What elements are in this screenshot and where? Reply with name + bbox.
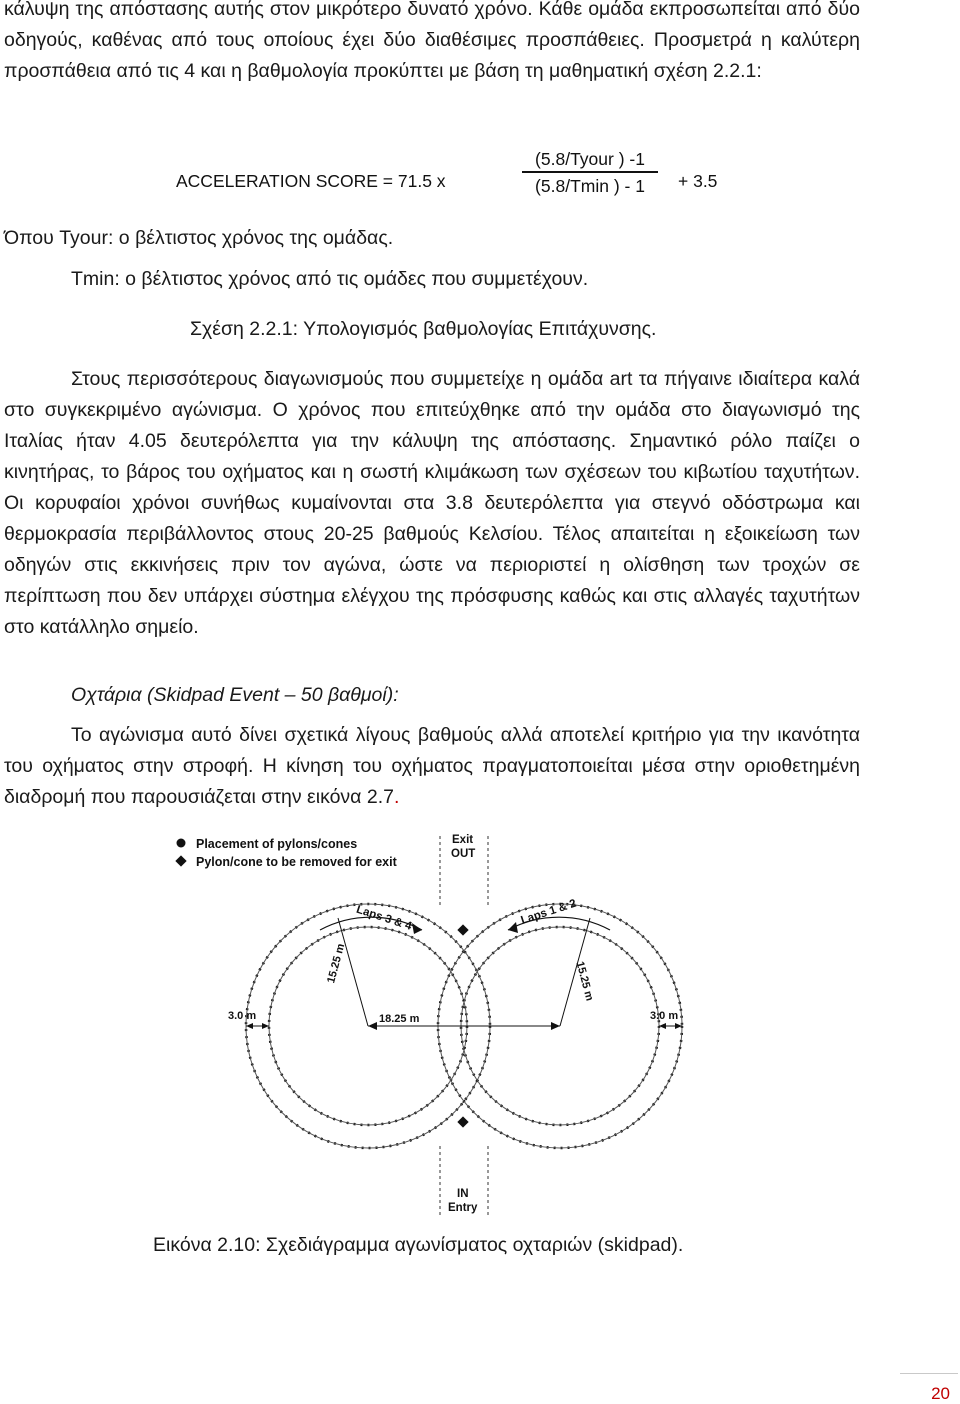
right-radius-label: 15.25 m — [573, 960, 596, 1003]
figure-caption: Εικόνα 2.10: Σχεδιάγραμμα αγωνίσματος οχταριών (skidpad). — [153, 1234, 684, 1256]
relation-caption: Σχέση 2.2.1: Υπολογισμός βαθμολογίας Επιτάχυνσης. — [190, 318, 657, 340]
laps-3-4-arrowhead — [412, 923, 422, 934]
left-radius-line — [338, 918, 368, 1026]
legend-placement-label: Placement of pylons/cones — [196, 837, 358, 851]
formula-rhs: + 3.5 — [678, 171, 718, 191]
center-distance-arrow-right — [551, 1022, 560, 1030]
skidpad-heading: Οχτάρια (Skidpad Event – 50 βαθμοί): — [71, 684, 399, 706]
page-number: 20 — [931, 1384, 950, 1403]
removed-cone-bottom — [457, 1116, 468, 1127]
skidpad-description-paragraph — [4, 720, 860, 813]
skidpad-diagram — [170, 826, 730, 1222]
laps-1-2-arrowhead — [508, 922, 518, 933]
exit-label: Exit — [452, 834, 474, 846]
where-line-tmin: Tmin: ο βέλτιστος χρόνος από τις ομάδες που συμμετέχουν. — [71, 268, 589, 290]
center-distance-arrow-left — [368, 1022, 377, 1030]
removed-cone-top — [457, 924, 468, 935]
formula-lhs: ACCELERATION SCORE = 71.5 x — [176, 171, 446, 191]
formula-fraction — [522, 148, 658, 197]
left-radius-label: 15.25 m — [325, 942, 348, 985]
legend-cone-icon — [177, 839, 186, 848]
right-width-arrow-a — [659, 1023, 666, 1029]
laps-1-2-label: Laps 1 & 2 — [519, 897, 578, 927]
intro-paragraph: κάλυψη της απόστασης αυτής στον μικρότερο δυνατό χρόνο. Κάθε ομάδα εκπροσωπείται από δύο οδηγούς, καθένας από τους οποίους έχει δύο διαθέσιμες προσπάθειες. Προσμετρά η καλύτερη προσπάθεια από τις 4 και η βαθμολογία προκύπτει με βάση τη μαθηματική σχέση 2.2.1: — [4, 0, 860, 82]
where-line-tyour: Όπου Tyour: ο βέλτιστος χρόνος της ομάδας. — [4, 227, 394, 249]
center-distance-label: 18.25 m — [379, 1013, 420, 1025]
in-label: IN — [457, 1188, 469, 1200]
formula-fraction-bar — [522, 171, 658, 173]
formula-numerator: (5.8/Tyour ) -1 — [535, 149, 645, 169]
skidpad-description-text: Το αγώνισμα αυτό δίνει σχετικά λίγους βαθμούς αλλά αποτελεί κριτήριο για την ικανότητα του οχήματος στην στροφή. Η κίνηση του οχήματος πραγματοποιείται μέσα στην οριοθετημένη διαδρομή που παρουσιάζεται στην εικόνα 2.7 — [4, 724, 860, 808]
skidpad-description-end: . — [393, 786, 400, 808]
formula-denominator: (5.8/Tmin ) - 1 — [535, 175, 645, 196]
right-width-label: 3.0 m — [650, 1010, 679, 1022]
laps-3-4-label: Laps 3 & 4 — [354, 903, 414, 933]
legend-removed-cone-icon — [175, 855, 186, 866]
left-width-label: 3.0 m — [228, 1010, 257, 1022]
footer-rule — [900, 1373, 958, 1374]
acceleration-results-paragraph: Στους περισσότερους διαγωνισμούς που συμμετείχε η ομάδα art τα πήγαινε ιδιαίτερα καλά στο συγκεκριμένο αγώνισμα. Ο χρόνος που επιτεύχθηκε από την ομάδα στο διαγωνισμό της Ιταλίας ήταν 4.05 δευτερόλεπτα για την κάλυψη της απόστασης. Σημαντικό ρόλο παίζει ο κινητήρας, το βάρος του οχήματος και η σωστή κλιμάκωση των σχέσεων του κιβωτίου ταχυτήτων. Οι κορυφαίοι χρόνοι συνήθως κυμαίνονται στα 3.8 δευτερόλεπτα για στεγνό οδόστρωμα και θερμοκρασία περιβάλλοντος στους 20-25 βαθμούς Κελσίου. Τέλος απαιτείται η εξοικείωση των οδηγών στις εκκινήσεις πριν τον αγώνα, ώστε να περιοριστεί η ολίσθηση των τροχών σε περίπτωση που δεν υπάρχει σύστημα ελέγχου της πρόσφυσης καθώς και στις αλλαγές ταχυτήτων στο κατάλληλο σημείο. — [4, 368, 860, 638]
acceleration-score-formula — [176, 148, 736, 204]
legend-remove-label: Pylon/cone to be removed for exit — [196, 855, 397, 869]
entry-label: Entry — [448, 1202, 478, 1214]
out-label: OUT — [451, 848, 476, 860]
